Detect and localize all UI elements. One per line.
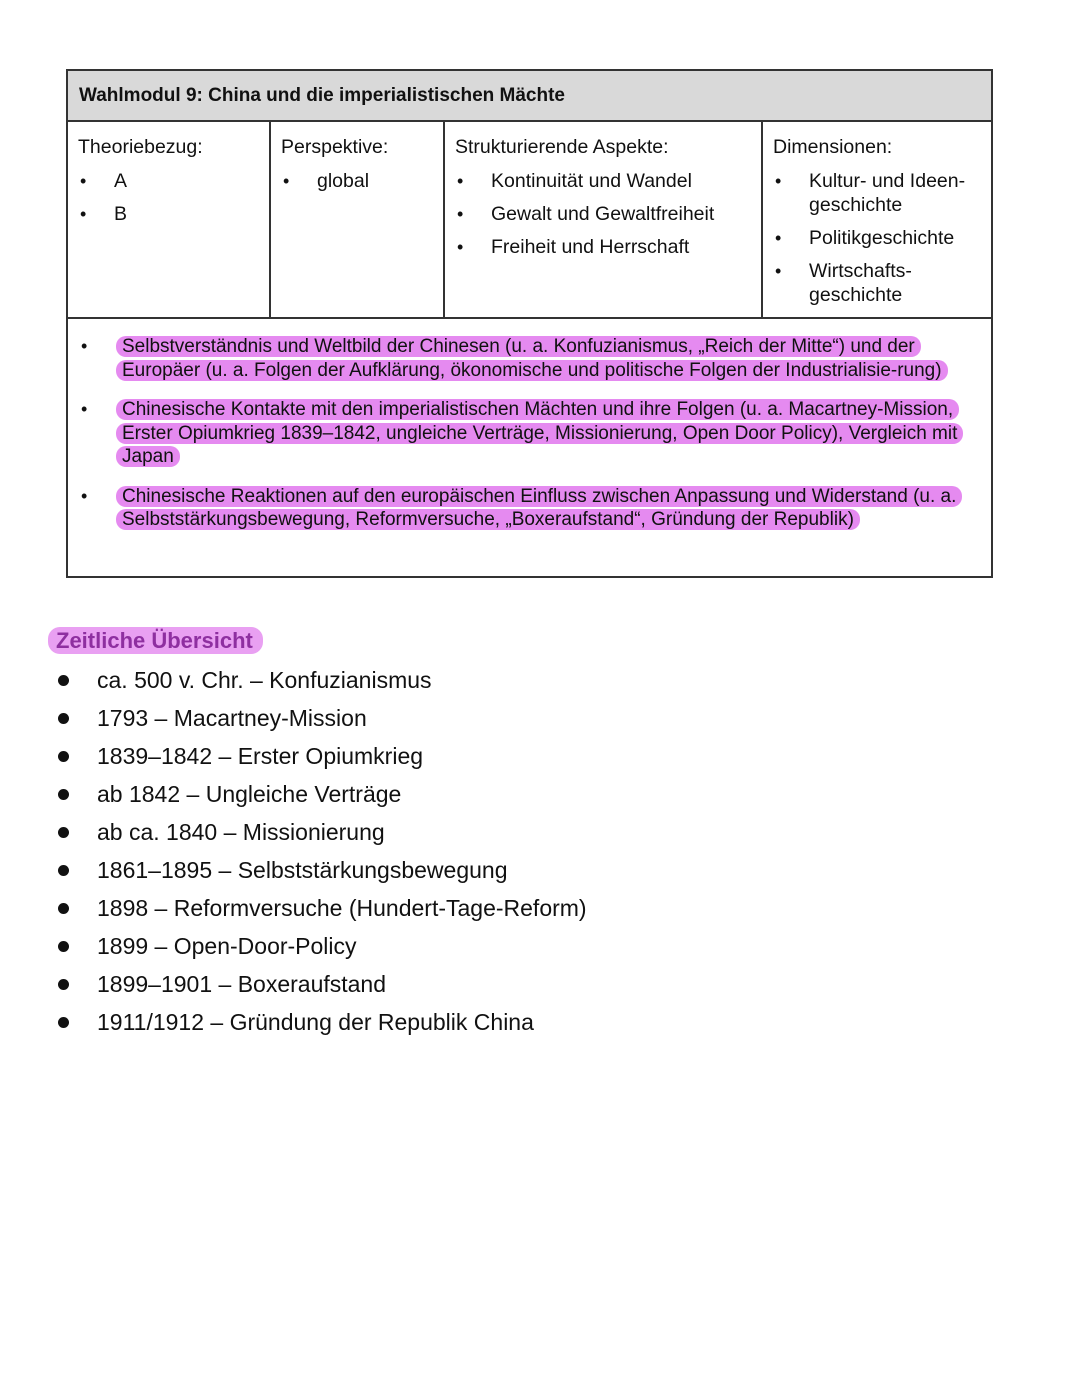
highlighted-text: Selbstverständnis und Weltbild der Chinesen (u. a. Konfuzianismus, „Reich der Mitte“) und der Europäer (u. a. Folgen der Aufklärung, ökonomische und politische Folgen der Industrialisie-rung): [116, 336, 948, 381]
bullet-icon: [58, 675, 69, 686]
content-item: • Chinesische Kontakte mit den imperialistischen Mächten und ihre Folgen (u. a. Macartney-Mission, Erster Opiumkrieg 1839–1842, ungleiche Verträge, Missionierung, Open Door Policy), Vergleich mit Japan: [80, 398, 979, 469]
bullet-icon: [58, 751, 69, 762]
bullet-icon: [58, 1017, 69, 1028]
timeline-item: 1899–1901 – Boxeraufstand: [56, 965, 587, 1003]
highlighted-text: Chinesische Kontakte mit den imperialistischen Mächten und ihre Folgen (u. a. Macartney-Mission, Erster Opiumkrieg 1839–1842, ungleiche Verträge, Missionierung, Open Door Policy), Vergleich mit Japan: [116, 399, 963, 467]
list-item: • B: [78, 202, 259, 226]
list-item: • A: [78, 169, 259, 193]
timeline-item: 1861–1895 – Selbststärkungsbewegung: [56, 851, 587, 889]
list-item: • Freiheit und Herrschaft: [455, 235, 751, 259]
content-item: • Chinesische Reaktionen auf den europäischen Einfluss zwischen Anpassung und Widerstand (u. a. Selbststärkungsbewegung, Reformversuche, „Boxeraufstand“, Gründung der Republik): [80, 485, 979, 532]
overview-title: Zeitliche Übersicht: [48, 627, 263, 654]
list-item: • Kultur- und Ideen-geschichte: [773, 169, 981, 217]
column-perspektive: [271, 122, 445, 317]
list-item: • Kontinuität und Wandel: [455, 169, 751, 193]
module-table: [66, 69, 993, 578]
column-heading: Perspektive:: [281, 136, 389, 158]
column-dimensionen: [763, 122, 991, 317]
content-item: • Selbstverständnis und Weltbild der Chinesen (u. a. Konfuzianismus, „Reich der Mitte“) und der Europäer (u. a. Folgen der Aufklärung, ökonomische und politische Folgen der Industrialisie-rung): [80, 335, 979, 382]
bullet-icon: [58, 713, 69, 724]
bullet-icon: [58, 941, 69, 952]
timeline-item: 1911/1912 – Gründung der Republik China: [56, 1003, 587, 1041]
bullet-icon: [58, 903, 69, 914]
timeline-item: ab 1842 – Ungleiche Verträge: [56, 775, 587, 813]
column-strukturierende-aspekte: [445, 122, 763, 317]
bullet-icon: [58, 789, 69, 800]
bullet-icon: [58, 827, 69, 838]
column-heading: Dimensionen:: [773, 136, 893, 158]
timeline-item: 1793 – Macartney-Mission: [56, 699, 587, 737]
module-aspects-row: [68, 122, 991, 319]
timeline-list: [56, 661, 587, 1041]
module-title: Wahlmodul 9: China und die imperialistischen Mächte: [68, 71, 991, 122]
content-list: [68, 319, 991, 576]
timeline-item: 1899 – Open-Door-Policy: [56, 927, 587, 965]
list-item: • Gewalt und Gewaltfreiheit: [455, 202, 751, 226]
timeline-item: 1839–1842 – Erster Opiumkrieg: [56, 737, 587, 775]
column-theoriebezug: [68, 122, 271, 317]
bullet-icon: [58, 865, 69, 876]
bullet-icon: [58, 979, 69, 990]
list-item: • global: [281, 169, 433, 193]
timeline-item: ca. 500 v. Chr. – Konfuzianismus: [56, 661, 587, 699]
highlighted-text: Chinesische Reaktionen auf den europäischen Einfluss zwischen Anpassung und Widerstand (u. a. Selbststärkungsbewegung, Reformversuche, „Boxeraufstand“, Gründung der Republik): [116, 486, 962, 531]
list-item: • Politikgeschichte: [773, 226, 981, 250]
list-item: • Wirtschafts-geschichte: [773, 259, 981, 307]
timeline-item: 1898 – Reformversuche (Hundert-Tage-Reform): [56, 889, 587, 927]
timeline-item: ab ca. 1840 – Missionierung: [56, 813, 587, 851]
column-heading: Strukturierende Aspekte:: [455, 136, 669, 158]
column-heading: Theoriebezug:: [78, 136, 203, 158]
